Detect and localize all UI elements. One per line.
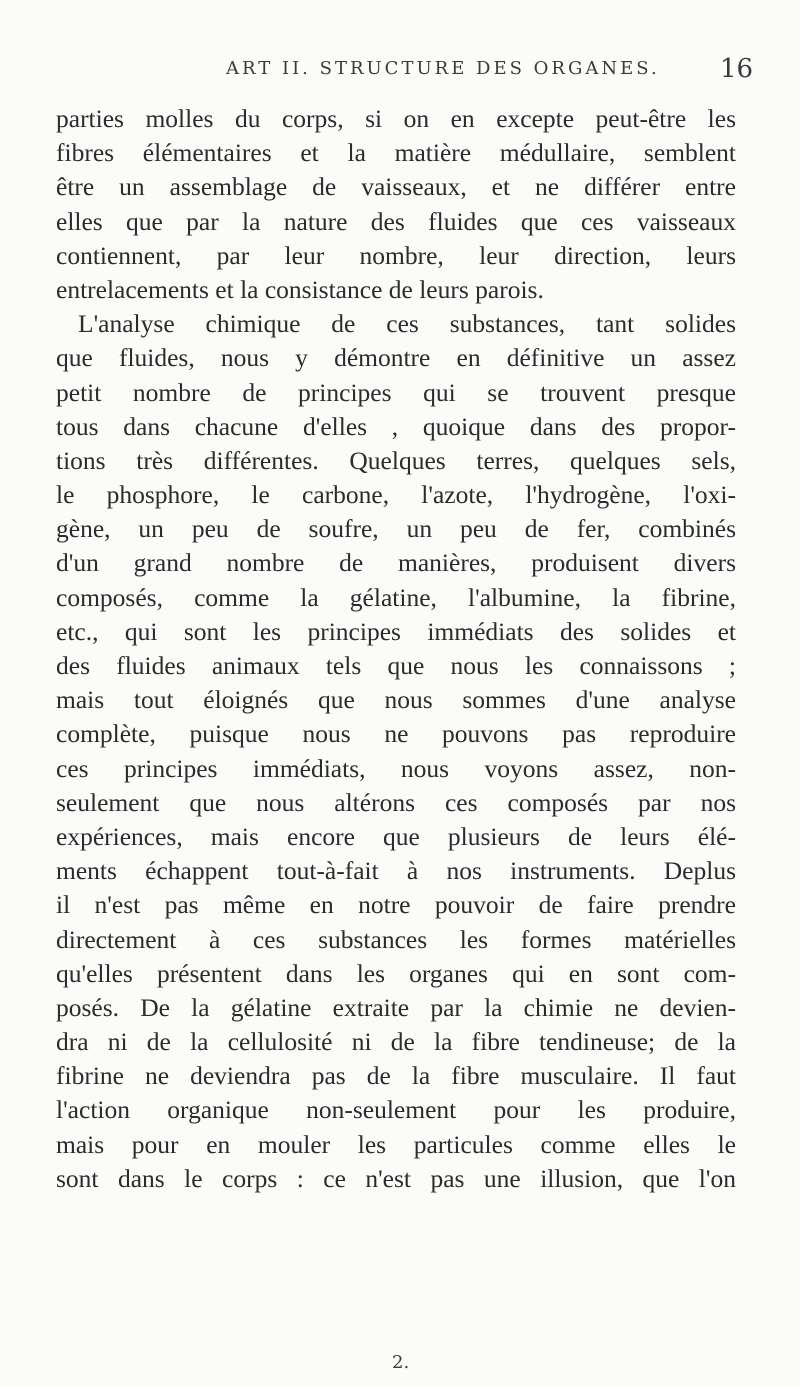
page-number: 16 bbox=[720, 54, 754, 84]
signature-mark: 2. bbox=[392, 1352, 410, 1373]
text-line: tous dans chacune d'elles , quoique dans des propor- bbox=[56, 411, 736, 441]
text-line: gène, un peu de soufre, un peu de fer, combinés bbox=[56, 514, 736, 544]
text-line: des fluides animaux tels que nous les connaissons ; bbox=[56, 651, 736, 680]
text-line: tions très différentes. Quelques terres, quelques sels, bbox=[56, 445, 736, 475]
text-line: l'action organique non-seulement pour les produire, bbox=[56, 1095, 736, 1125]
text-line: parties molles du corps, si on en excepte peut-être les bbox=[56, 104, 736, 133]
text-line: il n'est pas même en notre pouvoir de faire prendre bbox=[56, 890, 736, 920]
body-text bbox=[56, 102, 736, 1196]
text-line: expériences, mais encore que plusieurs de leurs élé- bbox=[56, 821, 736, 851]
text-line: elles que par la nature des fluides que ces vaisseaux bbox=[56, 206, 736, 236]
text-line: entrelacements et la consistance de leurs parois. bbox=[56, 274, 544, 304]
text-line: posés. De la gélatine extraite par la chimie ne devien- bbox=[56, 992, 736, 1022]
text-line: mais pour en mouler les particules comme elles le bbox=[56, 1129, 736, 1159]
text-line: directement à ces substances les formes matérielles bbox=[56, 924, 736, 954]
text-line: qu'elles présentent dans les organes qui en sont com- bbox=[56, 958, 736, 988]
text-line: sont dans le corps : ce n'est pas une illusion, que l'on bbox=[56, 1163, 736, 1193]
text-line: dra ni de la cellulosité ni de la fibre tendineuse; de la bbox=[56, 1027, 736, 1057]
running-head: ART II. STRUCTURE DES ORGANES. bbox=[226, 58, 660, 79]
text-line: petit nombre de principes qui se trouvent presque bbox=[56, 377, 736, 407]
text-line: ces principes immédiats, nous voyons assez, non- bbox=[56, 753, 736, 783]
text-line: L'analyse chimique de ces substances, tant solides bbox=[78, 309, 736, 339]
text-line: mais tout éloignés que nous sommes d'une analyse bbox=[56, 685, 736, 715]
text-line: contiennent, par leur nombre, leur direction, leurs bbox=[56, 240, 736, 270]
text-line: le phosphore, le carbone, l'azote, l'hydrogène, l'oxi- bbox=[56, 480, 736, 510]
text-line: etc., qui sont les principes immédiats des solides et bbox=[56, 616, 736, 646]
text-line: composés, comme la gélatine, l'albumine, la fibrine, bbox=[56, 582, 736, 612]
text-line: ments échappent tout-à-fait à nos instruments. Deplus bbox=[56, 856, 736, 886]
text-line: fibres élémentaires et la matière médullaire, semblent bbox=[56, 138, 736, 168]
text-line: être un assemblage de vaisseaux, et ne différer entre bbox=[56, 172, 736, 202]
text-line: seulement que nous altérons ces composés par nos bbox=[56, 787, 736, 817]
text-line: fibrine ne deviendra pas de la fibre musculaire. Il faut bbox=[56, 1061, 736, 1091]
text-line: d'un grand nombre de manières, produisent divers bbox=[56, 548, 736, 578]
text-line: complète, puisque nous ne pouvons pas reproduire bbox=[56, 719, 736, 749]
text-line: que fluides, nous y démontre en définitive un assez bbox=[56, 343, 736, 373]
